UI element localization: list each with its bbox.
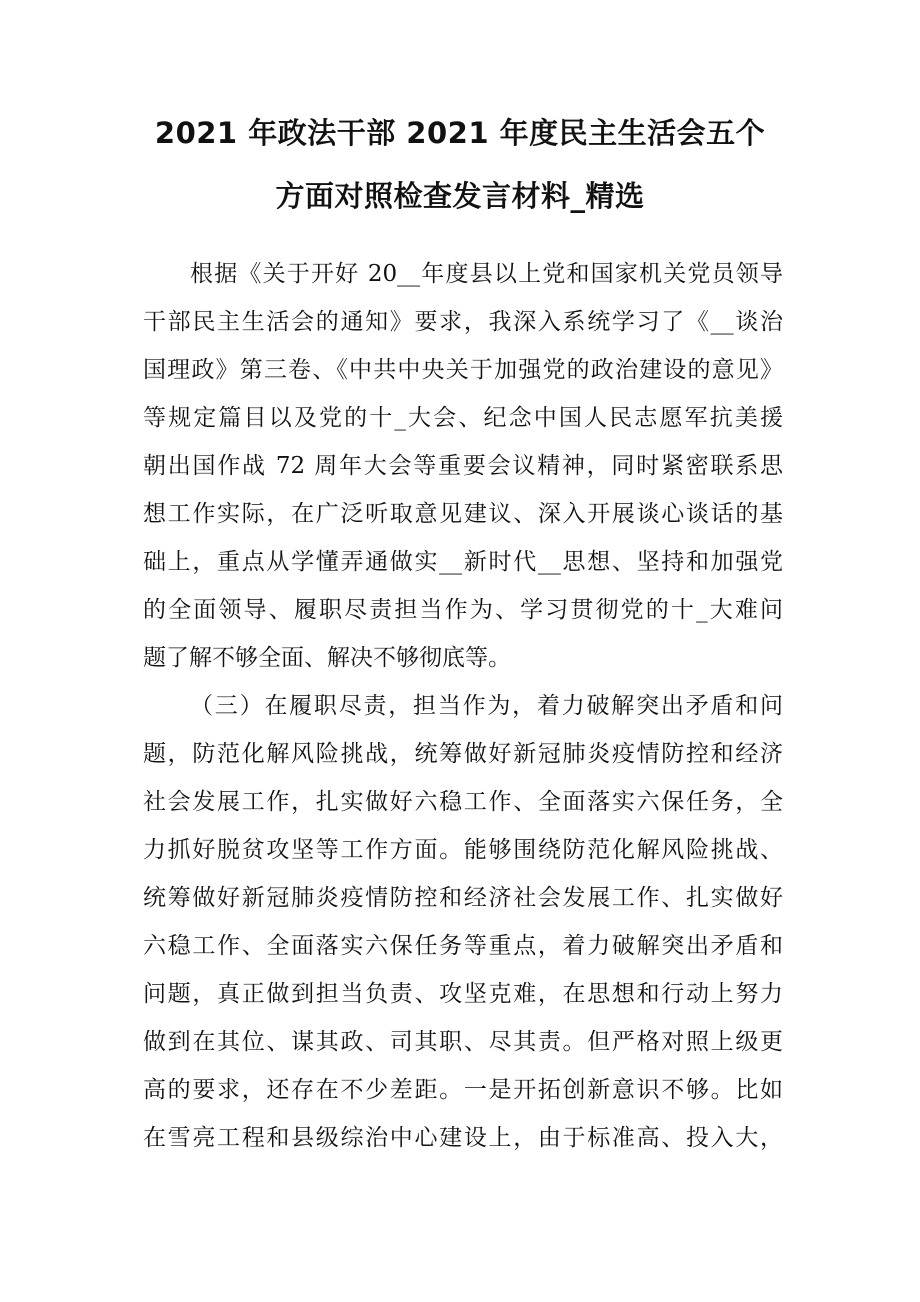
paragraph-2-line-7: 问题，真正做到担当负责、攻坚克难，在思想和行动上努力: [143, 981, 783, 1007]
paragraph-2-line-10: 在雪亮工程和县级综治中心建设上，由于标准高、投入大，: [143, 1125, 783, 1151]
document-title-line-1: 2021 年政法干部 2021 年度民主生活会五个: [154, 116, 766, 150]
paragraph-2-line-2: 题，防范化解风险挑战，统筹做好新冠肺炎疫情防控和经济: [143, 741, 783, 767]
paragraph-1-line-7: 础上，重点从学懂弄通做实__新时代__思想、坚持和加强党: [143, 549, 783, 575]
paragraph-2-line-8: 做到在其位、谋其政、司其职、尽其责。但严格对照上级更: [143, 1029, 783, 1055]
paragraph-2-line-5: 统筹做好新冠肺炎疫情防控和经济社会发展工作、扎实做好: [143, 885, 783, 911]
document-title-line-2: 方面对照检查发言材料_精选: [275, 179, 645, 213]
paragraph-1-line-1: 根据《关于开好 20__年度县以上党和国家机关党员领导: [190, 261, 783, 287]
paragraph-1-line-8: 的全面领导、履职尽责担当作为、学习贯彻党的十_大难问: [143, 597, 783, 623]
paragraph-1-line-6: 想工作实际，在广泛听取意见建议、深入开展谈心谈话的基: [143, 501, 783, 527]
paragraph-2-line-3: 社会发展工作，扎实做好六稳工作、全面落实六保任务，全: [143, 789, 783, 815]
paragraph-1-line-5: 朝出国作战 72 周年大会等重要会议精神，同时紧密联系思: [143, 453, 783, 479]
paragraph-2-line-4: 力抓好脱贫攻坚等工作方面。能够围绕防范化解风险挑战、: [143, 837, 783, 863]
paragraph-1-line-3: 国理政》第三卷、《中共中央关于加强党的政治建设的意见》: [143, 357, 783, 383]
paragraph-1-line-4: 等规定篇目以及党的十_大会、纪念中国人民志愿军抗美援: [143, 405, 783, 431]
paragraph-1-line-2: 干部民主生活会的通知》要求，我深入系统学习了《__谈治: [143, 309, 783, 335]
paragraph-2-line-9: 高的要求，还存在不少差距。一是开拓创新意识不够。比如: [143, 1077, 783, 1103]
paragraph-2-line-6: 六稳工作、全面落实六保任务等重点，着力破解突出矛盾和: [143, 933, 783, 959]
paragraph-1-line-9: 题了解不够全面、解决不够彻底等。: [143, 645, 511, 671]
paragraph-2-line-1: （三）在履职尽责，担当作为，着力破解突出矛盾和问: [190, 693, 783, 719]
